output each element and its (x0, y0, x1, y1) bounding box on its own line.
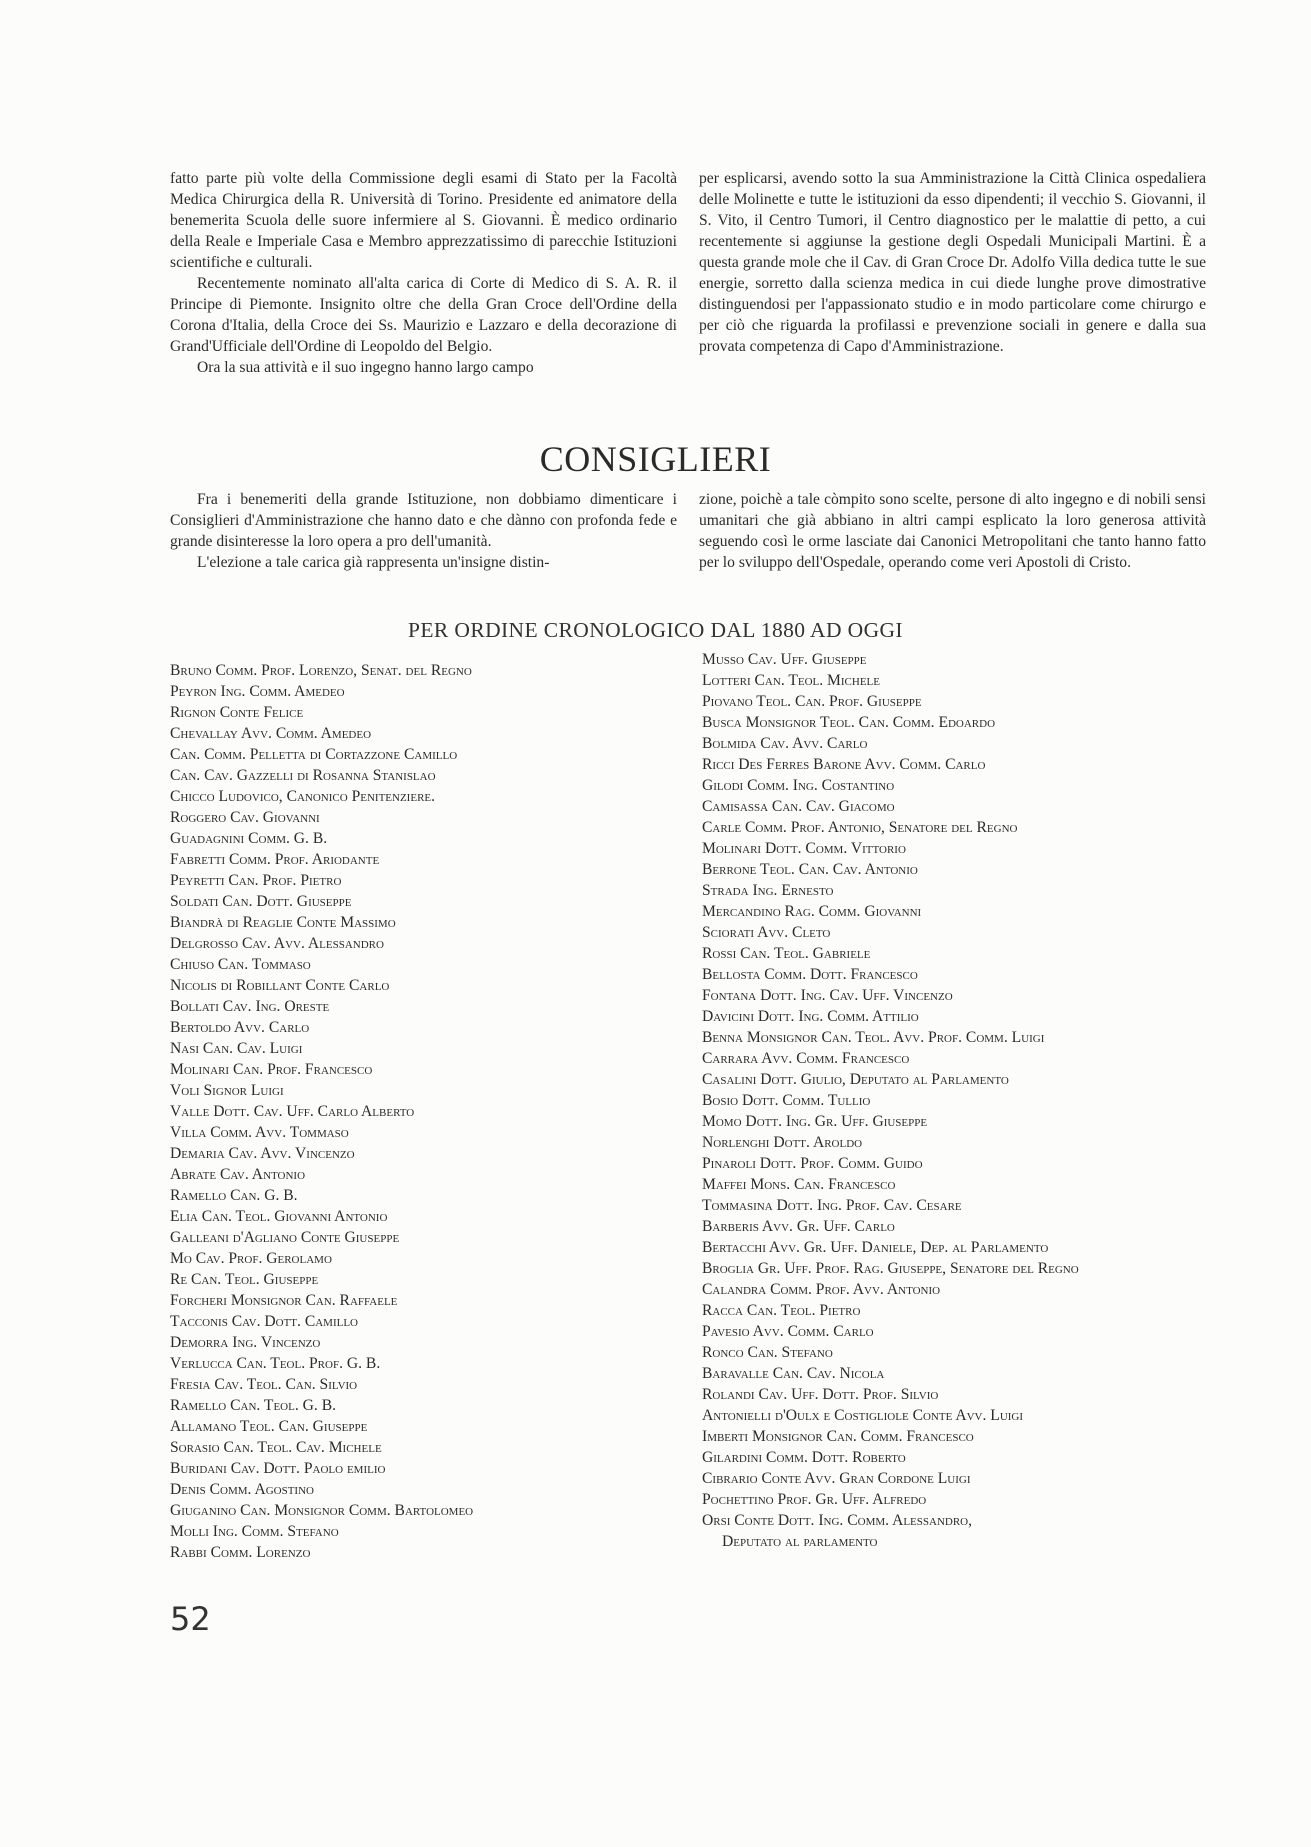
council-member: Orsi Conte Dott. Ing. Comm. Alessandro, (702, 1512, 973, 1529)
council-member: Demaria Cav. Avv. Vincenzo (170, 1145, 355, 1162)
council-member: Bertoldo Avv. Carlo (170, 1019, 310, 1036)
intro-paragraph: Recentemente nominato all'alta carica di Corte di Medico di S. A. R. il Principe di Piemonte. Insignito oltre che della Gran Croce dell'Ordine della Corona d'Italia, della Croce dei Ss. Maurizio e Lazzaro e della decorazione di Grand'Ufficiale dell'Ordine di Leopoldo del Belgio. (170, 275, 677, 355)
council-member: Galleani d'Agliano Conte Giuseppe (170, 1229, 400, 1246)
intro-right-column (699, 168, 1206, 357)
council-member: Norlenghi Dott. Aroldo (702, 1134, 863, 1151)
council-member: Forcheri Monsignor Can. Raffaele (170, 1292, 398, 1309)
council-member: Delgrosso Cav. Avv. Alessandro (170, 935, 384, 952)
council-member: Busca Monsignor Teol. Can. Comm. Edoardo (702, 714, 996, 731)
council-member: Piovano Teol. Can. Prof. Giuseppe (702, 693, 922, 710)
council-member: Imberti Monsignor Can. Comm. Francesco (702, 1428, 974, 1445)
intro-paragraph: per esplicarsi, avendo sotto la sua Amministrazione la Città Clinica ospedaliera delle Molinette e tutte le istituzioni da esso dipendenti; il vecchio S. Giovanni, il S. Vito, il Centro Tumori, il Centro diagnostico per le malattie di petto, a cui recentemente si aggiunse la gestione degli Ospedali Municipali Martini. È a questa grande mole che il Cav. di Gran Croce Dr. Adolfo Villa dedica tutte le sue energie, sorretto dalla scienza medica in cui diede lunghe prove dimostrative distinguendosi per l'appassionato studio e in modo particolare come chirurgo e per ciò che riguarda la profilassi e prevenzione sociali in genere e dalla sua provata competenza di Capo d'Amministrazione. (699, 170, 1206, 355)
council-member: Molinari Dott. Comm. Vittorio (702, 840, 906, 857)
council-member: Elia Can. Teol. Giovanni Antonio (170, 1208, 388, 1225)
council-member: Bertacchi Avv. Gr. Uff. Daniele, Dep. al Parlamento (702, 1239, 1049, 1256)
list-title (0, 618, 1311, 643)
council-member: Bolmida Cav. Avv. Carlo (702, 735, 868, 752)
council-member: Benna Monsignor Can. Teol. Avv. Prof. Comm. Luigi (702, 1029, 1045, 1046)
council-member: Abrate Cav. Antonio (170, 1166, 306, 1183)
council-member: Ricci Des Ferres Barone Avv. Comm. Carlo (702, 756, 986, 773)
council-list-right (702, 649, 1222, 1552)
council-member: Lotteri Can. Teol. Michele (702, 672, 881, 689)
council-member: Camisassa Can. Cav. Giacomo (702, 798, 895, 815)
council-member: Fresia Cav. Teol. Can. Silvio (170, 1376, 358, 1393)
council-member: Ramello Can. G. B. (170, 1187, 298, 1204)
council-member: Carle Comm. Prof. Antonio, Senatore del Regno (702, 819, 1018, 836)
consiglieri-left-column (170, 489, 677, 573)
council-member: Tacconis Cav. Dott. Camillo (170, 1313, 358, 1330)
council-member: Valle Dott. Cav. Uff. Carlo Alberto (170, 1103, 415, 1120)
council-member: Soldati Can. Dott. Giuseppe (170, 893, 352, 910)
council-member: Chiuso Can. Tommaso (170, 956, 311, 973)
council-member: Rabbi Comm. Lorenzo (170, 1544, 311, 1561)
council-member: Tommasina Dott. Ing. Prof. Cav. Cesare (702, 1197, 962, 1214)
council-member: Denis Comm. Agostino (170, 1481, 314, 1498)
council-member: Sciorati Avv. Cleto (702, 924, 831, 941)
council-member: Ramello Can. Teol. G. B. (170, 1397, 336, 1414)
council-member: Gilardini Comm. Dott. Roberto (702, 1449, 906, 1466)
council-member: Calandra Comm. Prof. Avv. Antonio (702, 1281, 941, 1298)
council-member: Bollati Cav. Ing. Oreste (170, 998, 330, 1015)
council-member: Guadagnini Comm. G. B. (170, 830, 328, 847)
council-member: Allamano Teol. Can. Giuseppe (170, 1418, 368, 1435)
council-member: Re Can. Teol. Giuseppe (170, 1271, 319, 1288)
council-member: Strada Ing. Ernesto (702, 882, 834, 899)
council-member: Barberis Avv. Gr. Uff. Carlo (702, 1218, 895, 1235)
council-member: Villa Comm. Avv. Tommaso (170, 1124, 349, 1141)
council-member: Can. Cav. Gazzelli di Rosanna Stanislao (170, 767, 436, 784)
intro-paragraph: Ora la sua attività e il suo ingegno hanno largo campo (197, 359, 534, 376)
council-member: Biandrà di Reaglie Conte Massimo (170, 914, 396, 931)
council-member: Maffei Mons. Can. Francesco (702, 1176, 896, 1193)
intro-left-column (170, 168, 677, 378)
council-member: Deputato al parlamento (722, 1533, 878, 1550)
council-member: Musso Cav. Uff. Giuseppe (702, 651, 867, 668)
council-member: Nicolis di Robillant Conte Carlo (170, 977, 390, 994)
council-member: Bosio Dott. Comm. Tullio (702, 1092, 871, 1109)
council-member: Voli Signor Luigi (170, 1082, 284, 1099)
council-member: Rossi Can. Teol. Gabriele (702, 945, 871, 962)
intro-paragraph: fatto parte più volte della Commissione degli esami di Stato per la Facoltà Medica Chirurgica della R. Università di Torino. Presidente ed animatore della benemerita Scuola delle suore infermiere al S. Giovanni. È medico ordinario della Reale e Imperiale Casa e Membro apprezzatissimo di parecchie Istituzioni scientifiche e culturali. (170, 170, 677, 271)
council-member: Cibrario Conte Avv. Gran Cordone Luigi (702, 1470, 971, 1487)
council-member: Mercandino Rag. Comm. Giovanni (702, 903, 922, 920)
council-member: Molli Ing. Comm. Stefano (170, 1523, 339, 1540)
council-member: Bruno Comm. Prof. Lorenzo, Senat. del Regno (170, 662, 472, 679)
council-member: Rignon Conte Felice (170, 704, 304, 721)
council-member: Berrone Teol. Can. Cav. Antonio (702, 861, 918, 878)
council-member: Carrara Avv. Comm. Francesco (702, 1050, 910, 1067)
council-member: Casalini Dott. Giulio, Deputato al Parlamento (702, 1071, 1009, 1088)
page-number: 52 (170, 1600, 211, 1638)
council-member: Verlucca Can. Teol. Prof. G. B. (170, 1355, 381, 1372)
council-member: Racca Can. Teol. Pietro (702, 1302, 861, 1319)
council-member: Mo Cav. Prof. Gerolamo (170, 1250, 332, 1267)
council-member: Peyretti Can. Prof. Pietro (170, 872, 342, 889)
council-member: Nasi Can. Cav. Luigi (170, 1040, 303, 1057)
council-member: Pavesio Avv. Comm. Carlo (702, 1323, 874, 1340)
council-member: Giuganino Can. Monsignor Comm. Bartolomeo (170, 1502, 474, 1519)
council-member: Pochettino Prof. Gr. Uff. Alfredo (702, 1491, 927, 1508)
council-member: Gilodi Comm. Ing. Costantino (702, 777, 895, 794)
council-member: Broglia Gr. Uff. Prof. Rag. Giuseppe, Senatore del Regno (702, 1260, 1079, 1277)
council-member: Chevallay Avv. Comm. Amedeo (170, 725, 372, 742)
consiglieri-paragraph: zione, poichè a tale còmpito sono scelte, persone di alto ingegno e di nobili sensi umanitari che già abbiano in altri campi esplicato la loro generosa attività seguendo così le orme lasciate dai Canonici Metropolitani che tanto hanno fatto per lo sviluppo dell'Ospedale, operando come veri Apostoli di Cristo. (699, 491, 1206, 571)
council-member: Baravalle Can. Cav. Nicola (702, 1365, 885, 1382)
council-member: Sorasio Can. Teol. Cav. Michele (170, 1439, 382, 1456)
council-list-left (170, 660, 690, 1563)
council-member: Davicini Dott. Ing. Comm. Attilio (702, 1008, 919, 1025)
council-member: Ronco Can. Stefano (702, 1344, 833, 1361)
consiglieri-paragraph: Fra i benemeriti della grande Istituzione, non dobbiamo dimenticare i Consiglieri d'Amministrazione che hanno dato e che dànno con profonda fede e grande disinteresse la loro opera a pro dell'umanità. (170, 491, 677, 550)
council-member: Buridani Cav. Dott. Paolo emilio (170, 1460, 386, 1477)
council-member: Rolandi Cav. Uff. Dott. Prof. Silvio (702, 1386, 939, 1403)
list-title-text: PER ORDINE CRONOLOGICO DAL (408, 618, 756, 642)
consiglieri-right-column (699, 489, 1206, 573)
council-member: Peyron Ing. Comm. Amedeo (170, 683, 345, 700)
council-member: Molinari Can. Prof. Francesco (170, 1061, 373, 1078)
council-member: Fontana Dott. Ing. Cav. Uff. Vincenzo (702, 987, 953, 1004)
council-member: Fabretti Comm. Prof. Ariodante (170, 851, 380, 868)
section-title: CONSIGLIERI (539, 439, 772, 479)
council-member: Momo Dott. Ing. Gr. Uff. Giuseppe (702, 1113, 928, 1130)
council-member: Can. Comm. Pelletta di Cortazzone Camillo (170, 746, 458, 763)
list-title-year: 1880 (760, 618, 806, 642)
council-member: Roggero Cav. Giovanni (170, 809, 320, 826)
council-member: Pinaroli Dott. Prof. Comm. Guido (702, 1155, 923, 1172)
list-title-tail: AD OGGI (810, 618, 903, 642)
council-member: Chicco Ludovico, Canonico Penitenziere. (170, 788, 436, 805)
council-member: Antonielli d'Oulx e Costigliole Conte Avv. Luigi (702, 1407, 1024, 1424)
consiglieri-paragraph: L'elezione a tale carica già rappresenta un'insigne distin- (197, 554, 550, 571)
council-member: Bellosta Comm. Dott. Francesco (702, 966, 918, 983)
council-member: Demorra Ing. Vincenzo (170, 1334, 321, 1351)
